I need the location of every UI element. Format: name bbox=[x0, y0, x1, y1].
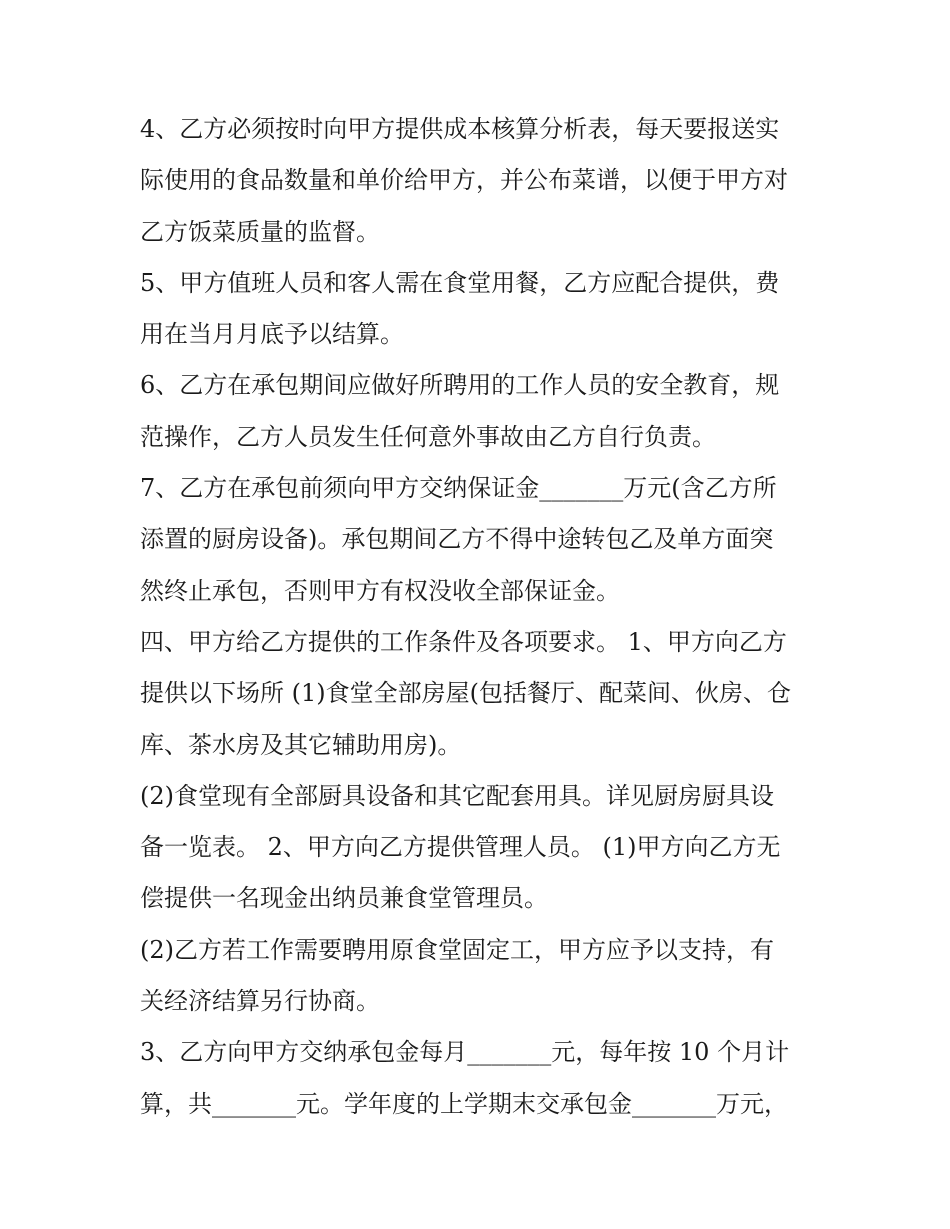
text-line: 5、甲方值班人员和客人需在食堂用餐，乙方应配合提供，费 bbox=[140, 268, 780, 297]
text-line: 关经济结算另行协商。 bbox=[140, 987, 380, 1016]
text-line: 7、乙方在承包前须向甲方交纳保证金_______万元(含乙方所 bbox=[140, 474, 777, 503]
text-line: 4、乙方必须按时向甲方提供成本核算分析表，每天要报送实 bbox=[140, 115, 780, 143]
text-line: (2)食堂现有全部厨具设备和其它配套用具。详见厨房厨具设 bbox=[140, 781, 774, 810]
text-line: 算，共_______元。学年度的上学期末交承包金_______万元， bbox=[140, 1089, 788, 1118]
text-line: 6、乙方在承包期间应做好所聘用的工作人员的安全教育，规 bbox=[140, 371, 780, 400]
text-line: 3、乙方向甲方交纳承包金每月_______元，每年按 10 个月计 bbox=[140, 1038, 790, 1067]
text-line: 乙方饭菜质量的监督。 bbox=[140, 217, 380, 246]
text-line: 范操作，乙方人员发生任何意外事故由乙方自行负责。 bbox=[140, 422, 716, 451]
text-line: 用在当月月底予以结算。 bbox=[140, 320, 404, 349]
text-line: 提供以下场所 (1)食堂全部房屋(包括餐厅、配菜间、伙房、仓 bbox=[140, 679, 791, 708]
text-line: 四、甲方给乙方提供的工作条件及各项要求。 1、甲方向乙方 bbox=[140, 627, 787, 656]
text-line: 库、茶水房及其它辅助用房)。 bbox=[140, 730, 462, 759]
text-line: 然终止承包，否则甲方有权没收全部保证金。 bbox=[140, 576, 620, 605]
text-line: 偿提供一名现金出纳员兼食堂管理员。 bbox=[140, 884, 548, 913]
text-line: 备一览表。 2、甲方向乙方提供管理人员。 (1)甲方向乙方无 bbox=[140, 833, 781, 862]
text-line: 添置的厨房设备)。承包期间乙方不得中途转包乙及单方面突 bbox=[140, 525, 774, 554]
text-line: 际使用的食品数量和单价给甲方，并公布菜谱，以便于甲方对 bbox=[140, 166, 788, 195]
document-body bbox=[140, 104, 820, 1130]
text-line: (2)乙方若工作需要聘用原食堂固定工，甲方应予以支持，有 bbox=[140, 935, 774, 964]
